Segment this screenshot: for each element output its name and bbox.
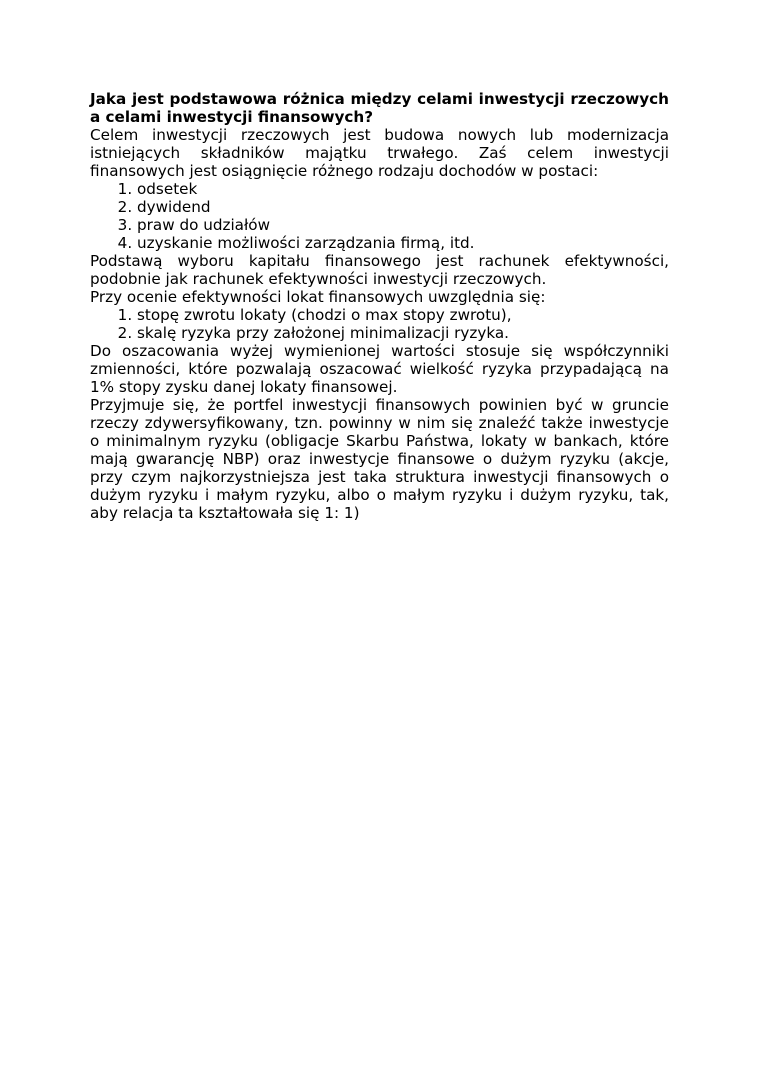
paragraph-goals: Celem inwestycji rzeczowych jest budowa nowych lub modernizacja istniejących składników majątku trwałego. Zaś celem inwestycji finansowych jest osiągnięcie różnego rodzaju dochodów w postaci: [90,126,669,180]
document-page [90,90,669,522]
list-item: 1. stopę zwrotu lokaty (chodzi o max stopy zwrotu), [137,306,669,324]
paragraph-evaluation-intro: Przy ocenie efektywności lokat finansowych uwzględnia się: [90,288,546,306]
income-types-list [90,180,669,252]
paragraph-risk-coefficients: Do oszacowania wyżej wymienionej wartości stosuje się współczynniki zmienności, które pozwalają oszacować wielkość ryzyka przypadającą na 1% stopy zysku danej lokaty finansowej. [90,342,669,396]
list-item: 2. dywidend [137,198,669,216]
paragraph-efficiency: Podstawą wyboru kapitału finansowego jest rachunek efektywności, podobnie jak rachunek efektywności inwestycji rzeczowych. [90,252,669,288]
paragraph-portfolio: Przyjmuje się, że portfel inwestycji finansowych powinien być w gruncie rzeczy zdywersyfikowany, tzn. powinny w nim się znaleźć także inwestycje o minimalnym ryzyku (obligacje Skarbu Państwa, lokaty w bankach, które mają gwarancję NBP) oraz inwestycje finansowe o dużym ryzyku (akcje, przy czym najkorzystniejsza jest taka struktura inwestycji finansowych o dużym ryzyku i małym ryzyku, albo o małym ryzyku i dużym ryzyku, tak, aby relacja ta kształtowała się 1: 1) [90,396,669,522]
list-item: 4. uzyskanie możliwości zarządzania firmą, itd. [137,234,669,252]
list-item: 1. odsetek [137,180,669,198]
list-item: 3. praw do udziałów [137,216,669,234]
question-heading: Jaka jest podstawowa różnica między celami inwestycji rzeczowych a celami inwestycji finansowych? [90,90,669,126]
list-item: 2. skalę ryzyka przy założonej minimalizacji ryzyka. [137,324,669,342]
evaluation-criteria-list [90,306,669,342]
